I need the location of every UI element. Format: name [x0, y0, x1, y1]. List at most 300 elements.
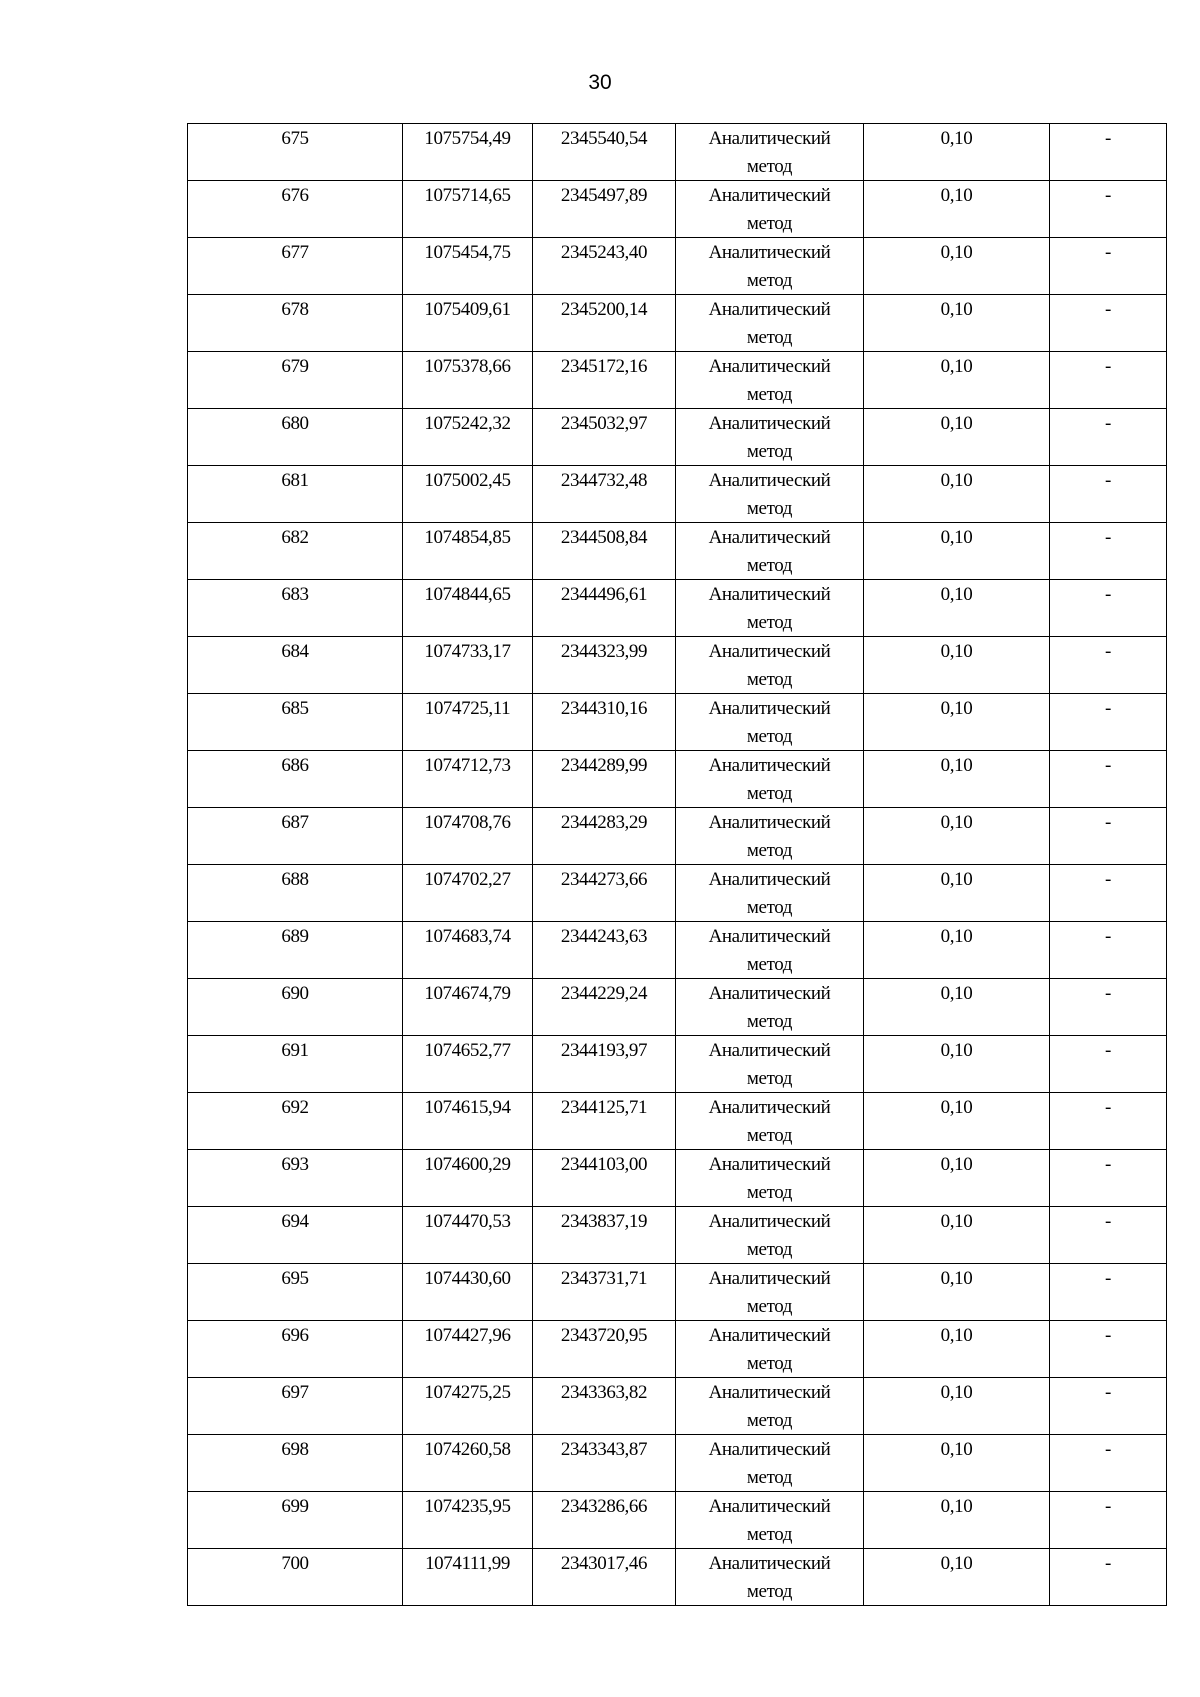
- table-row: [188, 808, 1167, 865]
- point-number-cell: [188, 580, 403, 637]
- x-coordinate-cell: [403, 1150, 533, 1207]
- point-number-cell: [188, 1264, 403, 1321]
- x-coordinate-cell: [403, 1264, 533, 1321]
- note-text: -: [1105, 242, 1111, 263]
- method-cell: [676, 1207, 864, 1264]
- accuracy-cell: [864, 1549, 1050, 1606]
- accuracy-text: 0,10: [940, 926, 973, 947]
- method-line-2: метод: [746, 498, 793, 519]
- y-coordinate-text: 2344310,16: [560, 698, 648, 719]
- note-text: -: [1105, 869, 1111, 890]
- x-coordinate-text: 1075378,66: [424, 356, 511, 377]
- note-text: -: [1105, 128, 1111, 149]
- point-number-text: 686: [281, 755, 309, 776]
- accuracy-cell: [864, 238, 1050, 295]
- y-coordinate-cell: [533, 694, 676, 751]
- method-line-1: Аналитический: [708, 413, 831, 434]
- note-text: -: [1105, 185, 1111, 206]
- y-coordinate-text: 2344496,61: [560, 584, 648, 605]
- accuracy-text: 0,10: [940, 185, 973, 206]
- method-line-1: Аналитический: [708, 926, 831, 947]
- note-text: -: [1105, 1097, 1111, 1118]
- method-cell: [676, 238, 864, 295]
- y-coordinate-cell: [533, 580, 676, 637]
- note-text: -: [1105, 812, 1111, 833]
- method-line-2: метод: [746, 1353, 793, 1374]
- table-row: [188, 580, 1167, 637]
- method-line-2: метод: [746, 327, 793, 348]
- method-line-1: Аналитический: [708, 698, 831, 719]
- method-cell: [676, 979, 864, 1036]
- accuracy-text: 0,10: [940, 812, 973, 833]
- method-line-1: Аналитический: [708, 1211, 831, 1232]
- point-number-cell: [188, 694, 403, 751]
- x-coordinate-cell: [403, 1378, 533, 1435]
- y-coordinate-text: 2343343,87: [560, 1439, 648, 1460]
- y-coordinate-text: 2344229,24: [560, 983, 648, 1004]
- point-number-text: 677: [281, 242, 309, 263]
- accuracy-cell: [864, 1492, 1050, 1549]
- method-cell: [676, 922, 864, 979]
- x-coordinate-cell: [403, 580, 533, 637]
- point-number-cell: [188, 808, 403, 865]
- x-coordinate-text: 1074430,60: [424, 1268, 511, 1289]
- table-row: [188, 979, 1167, 1036]
- method-line-1: Аналитический: [708, 755, 831, 776]
- method-line-1: Аналитический: [708, 1553, 831, 1574]
- x-coordinate-text: 1075002,45: [424, 470, 511, 491]
- accuracy-cell: [864, 1036, 1050, 1093]
- note-cell: [1050, 1093, 1167, 1150]
- table-row: [188, 124, 1167, 181]
- method-line-2: метод: [746, 1467, 793, 1488]
- point-number-text: 696: [281, 1325, 309, 1346]
- method-cell: [676, 637, 864, 694]
- method-line-1: Аналитический: [708, 812, 831, 833]
- point-number-text: 697: [281, 1382, 309, 1403]
- note-text: -: [1105, 299, 1111, 320]
- note-cell: [1050, 637, 1167, 694]
- y-coordinate-text: 2343837,19: [560, 1211, 648, 1232]
- accuracy-cell: [864, 751, 1050, 808]
- point-number-cell: [188, 1435, 403, 1492]
- table-row: [188, 352, 1167, 409]
- y-coordinate-cell: [533, 1207, 676, 1264]
- y-coordinate-text: 2344508,84: [560, 527, 648, 548]
- y-coordinate-cell: [533, 1435, 676, 1492]
- note-cell: [1050, 1321, 1167, 1378]
- note-cell: [1050, 295, 1167, 352]
- y-coordinate-cell: [533, 466, 676, 523]
- table-row: [188, 1378, 1167, 1435]
- x-coordinate-text: 1075454,75: [424, 242, 511, 263]
- y-coordinate-text: 2345243,40: [560, 242, 648, 263]
- point-number-cell: [188, 1492, 403, 1549]
- accuracy-text: 0,10: [940, 356, 973, 377]
- x-coordinate-cell: [403, 865, 533, 922]
- y-coordinate-cell: [533, 1549, 676, 1606]
- note-cell: [1050, 979, 1167, 1036]
- y-coordinate-cell: [533, 409, 676, 466]
- note-cell: [1050, 466, 1167, 523]
- x-coordinate-cell: [403, 922, 533, 979]
- point-number-cell: [188, 1549, 403, 1606]
- point-number-cell: [188, 466, 403, 523]
- y-coordinate-text: 2343720,95: [560, 1325, 648, 1346]
- method-line-1: Аналитический: [708, 1439, 831, 1460]
- accuracy-text: 0,10: [940, 299, 973, 320]
- accuracy-cell: [864, 1150, 1050, 1207]
- x-coordinate-text: 1074683,74: [424, 926, 511, 947]
- x-coordinate-text: 1074702,27: [424, 869, 511, 890]
- x-coordinate-text: 1074712,73: [424, 755, 511, 776]
- accuracy-text: 0,10: [940, 1268, 973, 1289]
- note-text: -: [1105, 1154, 1111, 1175]
- x-coordinate-text: 1074275,25: [424, 1382, 511, 1403]
- x-coordinate-text: 1074854,85: [424, 527, 511, 548]
- table-row: [188, 1549, 1167, 1606]
- point-number-cell: [188, 751, 403, 808]
- table-row: [188, 1093, 1167, 1150]
- method-cell: [676, 295, 864, 352]
- table-row: [188, 1264, 1167, 1321]
- accuracy-cell: [864, 1321, 1050, 1378]
- x-coordinate-text: 1075409,61: [424, 299, 511, 320]
- coordinates-table-body: [188, 124, 1167, 1606]
- y-coordinate-text: 2344273,66: [560, 869, 648, 890]
- point-number-text: 693: [281, 1154, 309, 1175]
- method-line-2: метод: [746, 384, 793, 405]
- accuracy-cell: [864, 808, 1050, 865]
- x-coordinate-text: 1074652,77: [424, 1040, 511, 1061]
- y-coordinate-cell: [533, 523, 676, 580]
- accuracy-cell: [864, 922, 1050, 979]
- method-line-1: Аналитический: [708, 527, 831, 548]
- point-number-cell: [188, 1036, 403, 1093]
- note-text: -: [1105, 641, 1111, 662]
- method-line-2: метод: [746, 213, 793, 234]
- table-row: [188, 1036, 1167, 1093]
- accuracy-text: 0,10: [940, 584, 973, 605]
- point-number-text: 684: [281, 641, 309, 662]
- table-row: [188, 1435, 1167, 1492]
- x-coordinate-text: 1074111,99: [425, 1553, 510, 1574]
- y-coordinate-cell: [533, 238, 676, 295]
- note-cell: [1050, 409, 1167, 466]
- method-cell: [676, 1435, 864, 1492]
- y-coordinate-cell: [533, 865, 676, 922]
- method-line-2: метод: [746, 1296, 793, 1317]
- x-coordinate-text: 1075242,32: [424, 413, 511, 434]
- method-line-1: Аналитический: [708, 356, 831, 377]
- accuracy-text: 0,10: [940, 983, 973, 1004]
- accuracy-cell: [864, 466, 1050, 523]
- note-text: -: [1105, 413, 1111, 434]
- method-cell: [676, 865, 864, 922]
- point-number-cell: [188, 352, 403, 409]
- x-coordinate-cell: [403, 979, 533, 1036]
- table-row: [188, 181, 1167, 238]
- note-text: -: [1105, 983, 1111, 1004]
- point-number-text: 690: [281, 983, 309, 1004]
- x-coordinate-cell: [403, 352, 533, 409]
- accuracy-cell: [864, 1264, 1050, 1321]
- accuracy-text: 0,10: [940, 641, 973, 662]
- x-coordinate-text: 1074470,53: [424, 1211, 511, 1232]
- point-number-cell: [188, 1378, 403, 1435]
- method-line-1: Аналитический: [708, 299, 831, 320]
- x-coordinate-text: 1074260,58: [424, 1439, 511, 1460]
- method-cell: [676, 523, 864, 580]
- method-line-2: метод: [746, 156, 793, 177]
- point-number-cell: [188, 409, 403, 466]
- accuracy-cell: [864, 124, 1050, 181]
- method-line-2: метод: [746, 897, 793, 918]
- y-coordinate-text: 2344193,97: [560, 1040, 648, 1061]
- method-line-1: Аналитический: [708, 869, 831, 890]
- x-coordinate-cell: [403, 1435, 533, 1492]
- method-line-1: Аналитический: [708, 983, 831, 1004]
- method-cell: [676, 352, 864, 409]
- method-line-2: метод: [746, 1524, 793, 1545]
- note-text: -: [1105, 1496, 1111, 1517]
- x-coordinate-cell: [403, 409, 533, 466]
- note-text: -: [1105, 1268, 1111, 1289]
- table-row: [188, 238, 1167, 295]
- y-coordinate-cell: [533, 751, 676, 808]
- method-line-2: метод: [746, 441, 793, 462]
- note-text: -: [1105, 1382, 1111, 1403]
- accuracy-cell: [864, 523, 1050, 580]
- note-cell: [1050, 1036, 1167, 1093]
- point-number-text: 689: [281, 926, 309, 947]
- accuracy-cell: [864, 181, 1050, 238]
- x-coordinate-text: 1074427,96: [424, 1325, 511, 1346]
- table-row: [188, 1492, 1167, 1549]
- method-line-2: метод: [746, 555, 793, 576]
- point-number-cell: [188, 922, 403, 979]
- point-number-text: 682: [281, 527, 309, 548]
- method-line-2: метод: [746, 1125, 793, 1146]
- y-coordinate-text: 2345200,14: [560, 299, 648, 320]
- note-cell: [1050, 238, 1167, 295]
- method-cell: [676, 1321, 864, 1378]
- method-line-1: Аналитический: [708, 641, 831, 662]
- x-coordinate-text: 1075714,65: [424, 185, 511, 206]
- x-coordinate-cell: [403, 1036, 533, 1093]
- method-cell: [676, 580, 864, 637]
- accuracy-cell: [864, 295, 1050, 352]
- table-row: [188, 1207, 1167, 1264]
- note-cell: [1050, 580, 1167, 637]
- note-cell: [1050, 181, 1167, 238]
- x-coordinate-cell: [403, 1492, 533, 1549]
- table-row: [188, 694, 1167, 751]
- y-coordinate-text: 2344103,00: [560, 1154, 648, 1175]
- accuracy-cell: [864, 694, 1050, 751]
- point-number-text: 691: [281, 1040, 309, 1061]
- y-coordinate-cell: [533, 922, 676, 979]
- point-number-text: 676: [281, 185, 309, 206]
- x-coordinate-cell: [403, 1207, 533, 1264]
- method-line-2: метод: [746, 783, 793, 804]
- note-cell: [1050, 1264, 1167, 1321]
- y-coordinate-text: 2345172,16: [560, 356, 648, 377]
- accuracy-text: 0,10: [940, 1439, 973, 1460]
- y-coordinate-text: 2344323,99: [560, 641, 648, 662]
- point-number-text: 679: [281, 356, 309, 377]
- table-row: [188, 751, 1167, 808]
- note-text: -: [1105, 698, 1111, 719]
- x-coordinate-cell: [403, 466, 533, 523]
- x-coordinate-cell: [403, 124, 533, 181]
- accuracy-text: 0,10: [940, 1154, 973, 1175]
- method-cell: [676, 181, 864, 238]
- x-coordinate-cell: [403, 523, 533, 580]
- note-cell: [1050, 1150, 1167, 1207]
- x-coordinate-cell: [403, 751, 533, 808]
- method-line-1: Аналитический: [708, 584, 831, 605]
- method-line-2: метод: [746, 612, 793, 633]
- x-coordinate-cell: [403, 1549, 533, 1606]
- point-number-text: 681: [281, 470, 309, 491]
- accuracy-cell: [864, 1435, 1050, 1492]
- x-coordinate-text: 1074725,11: [424, 698, 511, 719]
- coordinates-table: [187, 123, 1167, 1606]
- accuracy-text: 0,10: [940, 1040, 973, 1061]
- y-coordinate-cell: [533, 1036, 676, 1093]
- note-cell: [1050, 352, 1167, 409]
- x-coordinate-cell: [403, 238, 533, 295]
- accuracy-text: 0,10: [940, 413, 973, 434]
- method-line-1: Аналитический: [708, 470, 831, 491]
- method-line-1: Аналитический: [708, 1154, 831, 1175]
- y-coordinate-text: 2343363,82: [560, 1382, 648, 1403]
- method-line-1: Аналитический: [708, 1325, 831, 1346]
- accuracy-text: 0,10: [940, 1097, 973, 1118]
- note-text: -: [1105, 584, 1111, 605]
- y-coordinate-cell: [533, 295, 676, 352]
- table-row: [188, 466, 1167, 523]
- method-cell: [676, 1378, 864, 1435]
- method-line-1: Аналитический: [708, 128, 831, 149]
- method-line-2: метод: [746, 954, 793, 975]
- accuracy-text: 0,10: [940, 242, 973, 263]
- point-number-text: 683: [281, 584, 309, 605]
- x-coordinate-cell: [403, 1321, 533, 1378]
- method-line-2: метод: [746, 1581, 793, 1602]
- point-number-text: 685: [281, 698, 309, 719]
- accuracy-text: 0,10: [940, 755, 973, 776]
- note-cell: [1050, 865, 1167, 922]
- page-number: 30: [588, 71, 612, 94]
- y-coordinate-cell: [533, 1264, 676, 1321]
- point-number-text: 692: [281, 1097, 309, 1118]
- accuracy-cell: [864, 580, 1050, 637]
- point-number-cell: [188, 1150, 403, 1207]
- point-number-text: 700: [281, 1553, 309, 1574]
- method-cell: [676, 751, 864, 808]
- table-row: [188, 865, 1167, 922]
- method-cell: [676, 1492, 864, 1549]
- point-number-text: 687: [281, 812, 309, 833]
- point-number-text: 699: [281, 1496, 309, 1517]
- note-text: -: [1105, 1553, 1111, 1574]
- point-number-cell: [188, 295, 403, 352]
- note-cell: [1050, 1549, 1167, 1606]
- method-cell: [676, 1549, 864, 1606]
- table-row: [188, 409, 1167, 466]
- method-line-2: метод: [746, 1182, 793, 1203]
- note-text: -: [1105, 1211, 1111, 1232]
- note-cell: [1050, 808, 1167, 865]
- note-cell: [1050, 694, 1167, 751]
- method-cell: [676, 1093, 864, 1150]
- y-coordinate-text: 2344125,71: [560, 1097, 648, 1118]
- point-number-text: 694: [281, 1211, 309, 1232]
- method-cell: [676, 808, 864, 865]
- y-coordinate-text: 2343017,46: [560, 1553, 648, 1574]
- y-coordinate-cell: [533, 1321, 676, 1378]
- y-coordinate-cell: [533, 979, 676, 1036]
- point-number-text: 698: [281, 1439, 309, 1460]
- accuracy-cell: [864, 1378, 1050, 1435]
- note-text: -: [1105, 470, 1111, 491]
- point-number-cell: [188, 637, 403, 694]
- method-line-2: метод: [746, 1011, 793, 1032]
- method-cell: [676, 694, 864, 751]
- point-number-cell: [188, 865, 403, 922]
- accuracy-text: 0,10: [940, 1211, 973, 1232]
- method-cell: [676, 1036, 864, 1093]
- note-text: -: [1105, 527, 1111, 548]
- y-coordinate-text: 2345032,97: [560, 413, 648, 434]
- accuracy-text: 0,10: [940, 470, 973, 491]
- x-coordinate-cell: [403, 1093, 533, 1150]
- accuracy-text: 0,10: [940, 1496, 973, 1517]
- accuracy-text: 0,10: [940, 869, 973, 890]
- y-coordinate-cell: [533, 1093, 676, 1150]
- accuracy-text: 0,10: [940, 1382, 973, 1403]
- method-line-1: Аналитический: [708, 1382, 831, 1403]
- note-cell: [1050, 1378, 1167, 1435]
- y-coordinate-cell: [533, 1150, 676, 1207]
- accuracy-cell: [864, 637, 1050, 694]
- note-text: -: [1105, 1325, 1111, 1346]
- note-cell: [1050, 1207, 1167, 1264]
- y-coordinate-text: 2344289,99: [560, 755, 648, 776]
- point-number-cell: [188, 238, 403, 295]
- table-row: [188, 1321, 1167, 1378]
- table-row: [188, 523, 1167, 580]
- accuracy-text: 0,10: [940, 1553, 973, 1574]
- x-coordinate-text: 1074615,94: [424, 1097, 511, 1118]
- note-cell: [1050, 124, 1167, 181]
- accuracy-text: 0,10: [940, 1325, 973, 1346]
- note-text: -: [1105, 926, 1111, 947]
- x-coordinate-text: 1074733,17: [424, 641, 511, 662]
- note-cell: [1050, 1492, 1167, 1549]
- y-coordinate-text: 2344243,63: [560, 926, 648, 947]
- method-line-1: Аналитический: [708, 1097, 831, 1118]
- point-number-cell: [188, 979, 403, 1036]
- y-coordinate-cell: [533, 808, 676, 865]
- point-number-cell: [188, 523, 403, 580]
- table-row: [188, 637, 1167, 694]
- point-number-cell: [188, 1093, 403, 1150]
- y-coordinate-cell: [533, 181, 676, 238]
- accuracy-cell: [864, 979, 1050, 1036]
